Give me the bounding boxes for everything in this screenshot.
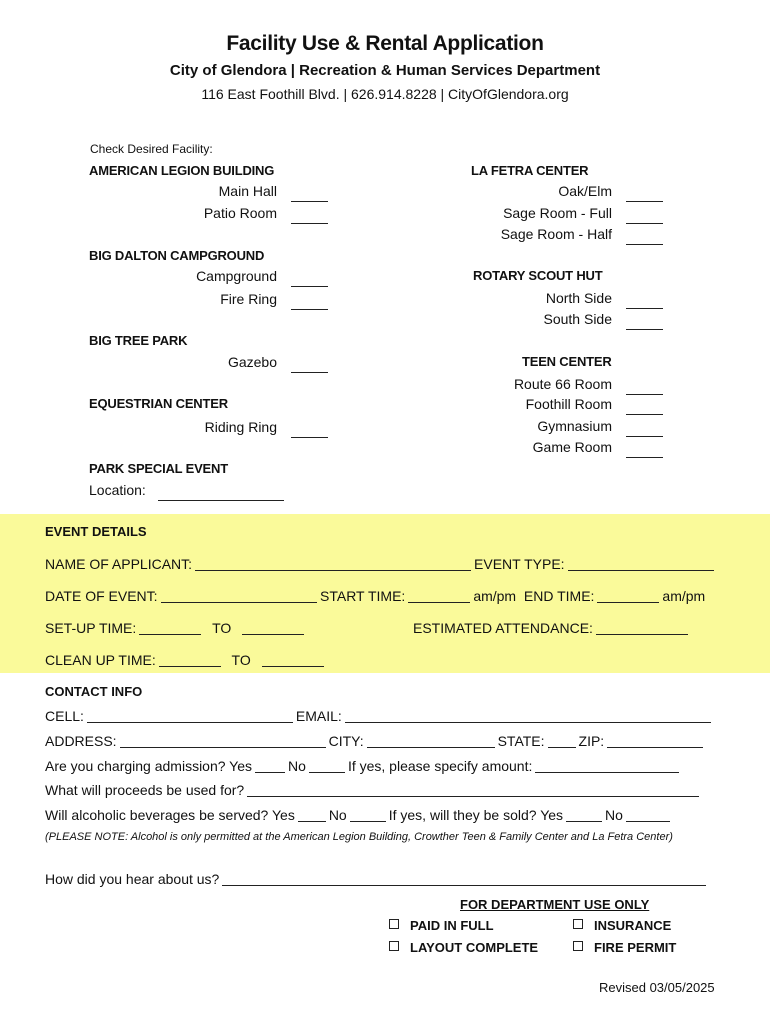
applicant-row <box>45 556 717 572</box>
rotary-scout-hut-heading: ROTARY SCOUT HUT <box>473 268 603 283</box>
end-time-field[interactable] <box>597 588 659 603</box>
teen-center-heading: TEEN CENTER <box>522 354 612 369</box>
alcohol-note: (PLEASE NOTE: Alcohol is only permitted at the American Legion Building, Crowther Teen & Family Center and La Fetra Center) <box>45 831 673 843</box>
cleanup-time-start-field[interactable] <box>159 652 221 667</box>
checkbox-blank-main-hall[interactable] <box>291 187 328 202</box>
zip-label: ZIP: <box>578 733 605 749</box>
admission-amount-label: If yes, please specify amount: <box>347 758 533 774</box>
checkbox-blank-sage-half[interactable] <box>626 230 663 245</box>
setup-row <box>45 620 307 636</box>
layout-complete-item <box>389 940 538 955</box>
hear-about-row <box>45 871 709 887</box>
check-facility-label: Check Desired Facility: <box>90 142 213 156</box>
facility-option-campground: Campground <box>196 268 277 284</box>
facility-option-main-hall: Main Hall <box>218 183 277 199</box>
admission-row <box>45 758 682 774</box>
address-field[interactable] <box>120 733 326 748</box>
setup-time-label: SET-UP TIME: <box>45 620 137 636</box>
start-time-label: START TIME: <box>320 588 406 604</box>
alcohol-sold-label: If yes, will they be sold? Yes <box>388 807 564 823</box>
checkbox-blank-oak-elm[interactable] <box>626 187 663 202</box>
facility-option-patio-room: Patio Room <box>203 205 277 221</box>
zip-field[interactable] <box>607 733 703 748</box>
event-type-label: EVENT TYPE: <box>474 556 565 572</box>
date-row <box>45 588 320 604</box>
checkbox-blank-campground[interactable] <box>291 272 328 287</box>
attendance-field[interactable] <box>596 620 688 635</box>
insurance-item <box>573 918 671 933</box>
city-label: CITY: <box>328 733 364 749</box>
department-subtitle: City of Glendora | Recreation & Human Services Department <box>169 62 601 79</box>
paid-in-full-checkbox[interactable] <box>389 919 399 929</box>
proceeds-field[interactable] <box>247 782 699 797</box>
setup-time-end-field[interactable] <box>242 620 304 635</box>
cell-email-row <box>45 708 714 724</box>
applicant-name-label: NAME OF APPLICANT: <box>45 556 193 572</box>
cleanup-time-end-field[interactable] <box>262 652 324 667</box>
contact-info-heading: CONTACT INFO <box>45 684 143 699</box>
facility-option-sage-full: Sage Room - Full <box>503 205 612 221</box>
la-fetra-heading: LA FETRA CENTER <box>471 163 589 178</box>
cleanup-time-label: CLEAN UP TIME: <box>45 652 156 668</box>
location-field[interactable] <box>158 486 284 501</box>
department-use-heading: FOR DEPARTMENT USE ONLY <box>460 897 650 912</box>
city-field[interactable] <box>367 733 495 748</box>
alcohol-question: Will alcoholic beverages be served? Yes <box>45 807 295 823</box>
sold-yes-field[interactable] <box>566 807 602 822</box>
insurance-label: INSURANCE <box>594 918 672 933</box>
checkbox-blank-south-side[interactable] <box>626 315 663 330</box>
proceeds-row <box>45 782 702 798</box>
event-details-heading: EVENT DETAILS <box>45 524 147 539</box>
contact-address: 116 East Foothill Blvd. | 626.914.8228 | CityOfGlendora.org <box>201 86 569 102</box>
big-dalton-heading: BIG DALTON CAMPGROUND <box>89 248 265 263</box>
facility-option-gazebo: Gazebo <box>227 354 277 370</box>
facility-option-game-room: Game Room <box>532 439 612 455</box>
event-date-field[interactable] <box>161 588 317 603</box>
checkbox-blank-gazebo[interactable] <box>291 358 328 373</box>
facility-option-oak-elm: Oak/Elm <box>558 183 612 199</box>
checkbox-blank-game-room[interactable] <box>626 443 663 458</box>
checkbox-blank-route-66[interactable] <box>626 380 663 395</box>
facility-option-gymnasium: Gymnasium <box>537 418 612 434</box>
american-legion-heading: AMERICAN LEGION BUILDING <box>89 163 275 178</box>
sold-no-label: No <box>605 807 623 823</box>
checkbox-blank-sage-full[interactable] <box>626 209 663 224</box>
big-tree-heading: BIG TREE PARK <box>89 333 188 348</box>
insurance-checkbox[interactable] <box>573 919 583 929</box>
address-label: ADDRESS: <box>45 733 117 749</box>
applicant-name-field[interactable] <box>195 556 471 571</box>
address-row <box>45 733 706 749</box>
end-ampm: am/pm <box>662 588 706 604</box>
checkbox-blank-patio-room[interactable] <box>291 209 328 224</box>
facility-option-route-66: Route 66 Room <box>513 376 612 392</box>
admission-yes-field[interactable] <box>255 758 285 773</box>
paid-in-full-item <box>389 918 494 933</box>
start-time-field[interactable] <box>408 588 470 603</box>
facility-option-sage-half: Sage Room - Half <box>500 226 612 242</box>
fire-permit-label: FIRE PERMIT <box>594 940 677 955</box>
hear-about-question: How did you hear about us? <box>45 871 220 887</box>
fire-permit-checkbox[interactable] <box>573 941 583 951</box>
facility-option-north-side: North Side <box>545 290 612 306</box>
layout-complete-label: LAYOUT COMPLETE <box>410 940 539 955</box>
setup-to-label: TO <box>212 620 232 636</box>
time-row <box>320 588 705 604</box>
alcohol-no-label: No <box>328 807 347 823</box>
equestrian-heading: EQUESTRIAN CENTER <box>89 396 228 411</box>
checkbox-blank-foothill-room[interactable] <box>626 400 663 415</box>
alcohol-row <box>45 807 673 823</box>
paid-in-full-label: PAID IN FULL <box>410 918 494 933</box>
attendance-row <box>413 620 691 636</box>
checkbox-blank-riding-ring[interactable] <box>291 423 328 438</box>
facility-option-south-side: South Side <box>543 311 612 327</box>
cell-field[interactable] <box>87 708 293 723</box>
attendance-label: ESTIMATED ATTENDANCE: <box>413 620 593 636</box>
facility-option-foothill-room: Foothill Room <box>525 396 612 412</box>
cleanup-row <box>45 652 327 668</box>
admission-question: Are you charging admission? Yes <box>45 758 253 774</box>
facility-option-fire-ring: Fire Ring <box>220 291 277 307</box>
form-title: Facility Use & Rental Application <box>226 32 544 55</box>
checkbox-blank-fire-ring[interactable] <box>291 295 328 310</box>
email-label: EMAIL: <box>295 708 342 724</box>
cleanup-to-label: TO <box>231 652 251 668</box>
facility-option-riding-ring: Riding Ring <box>204 419 277 435</box>
hear-about-field[interactable] <box>222 871 706 886</box>
alcohol-no-field[interactable] <box>350 807 386 822</box>
revised-date: Revised 03/05/2025 <box>599 980 715 995</box>
alcohol-yes-field[interactable] <box>298 807 326 822</box>
setup-time-start-field[interactable] <box>139 620 201 635</box>
end-time-label: END TIME: <box>523 588 595 604</box>
email-field[interactable] <box>345 708 711 723</box>
start-ampm: am/pm <box>473 588 517 604</box>
admission-amount-field[interactable] <box>535 758 679 773</box>
cell-label: CELL: <box>45 708 84 724</box>
sold-no-field[interactable] <box>626 807 670 822</box>
fire-permit-item <box>573 940 676 955</box>
admission-no-label: No <box>288 758 306 774</box>
park-special-event-heading: PARK SPECIAL EVENT <box>89 461 228 476</box>
checkbox-blank-gymnasium[interactable] <box>626 422 663 437</box>
event-type-field[interactable] <box>568 556 714 571</box>
state-label: STATE: <box>497 733 545 749</box>
state-field[interactable] <box>548 733 576 748</box>
event-date-label: DATE OF EVENT: <box>45 588 158 604</box>
proceeds-question: What will proceeds be used for? <box>45 782 245 798</box>
location-label: Location: <box>89 482 146 498</box>
checkbox-blank-north-side[interactable] <box>626 294 663 309</box>
layout-complete-checkbox[interactable] <box>389 941 399 951</box>
admission-no-field[interactable] <box>309 758 345 773</box>
